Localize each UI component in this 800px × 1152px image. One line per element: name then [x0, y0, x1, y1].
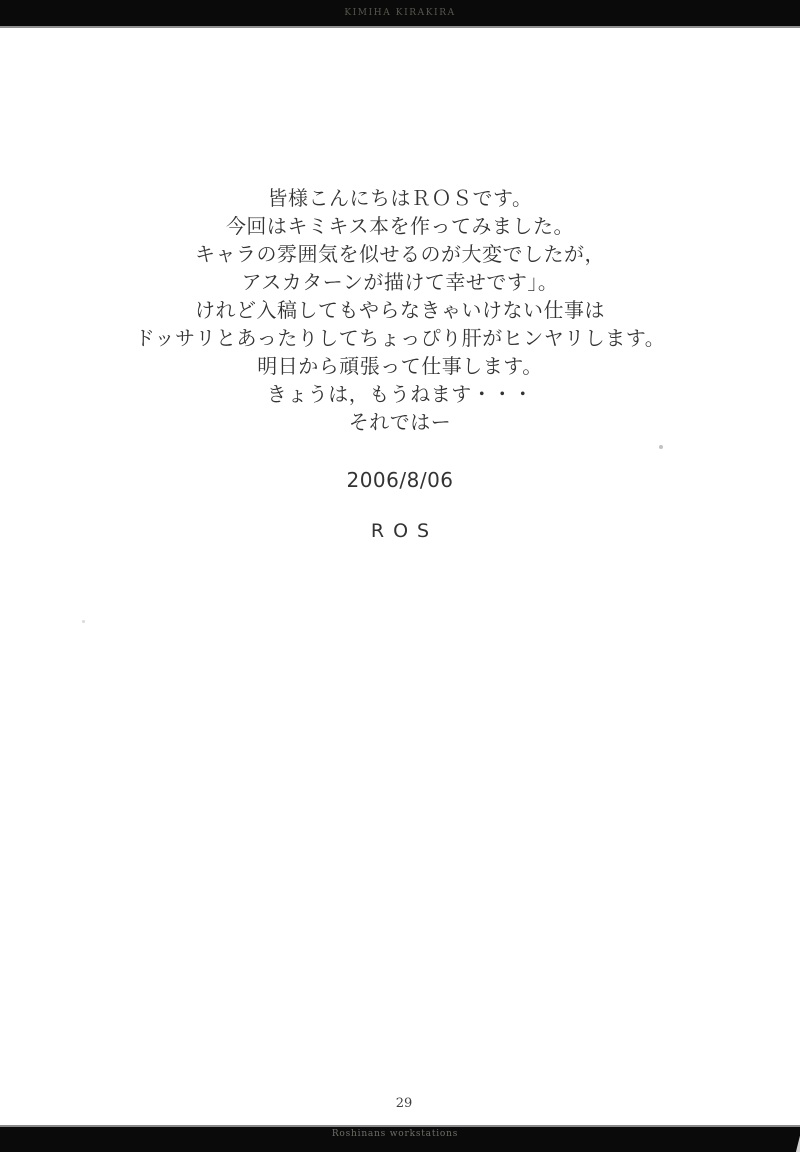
- book-title-text: KIMIHA KIRAKIRA: [344, 8, 456, 18]
- afterword-line: ドッサリとあったりしてちょっぴり肝がヒンヤリします。: [134, 326, 666, 350]
- afterword-line: キャラの雰囲気を似せるのが大変でしたが，: [195, 242, 605, 266]
- afterword-line: きょうは，もうねます・・・: [266, 382, 534, 406]
- afterword-line: それではー: [348, 410, 452, 434]
- afterword-line: 明日から頑張って仕事します。: [257, 354, 543, 378]
- afterword-date: 2006/8/06: [346, 468, 454, 492]
- top-title-band: [0, 0, 800, 28]
- circle-credit-text: Roshinans workstations: [331, 1129, 459, 1139]
- afterword-line: けれど入稿してもやらなきゃいけない仕事は: [195, 298, 605, 322]
- scan-notch-artifact: [794, 1129, 800, 1152]
- bottom-credit-band: [0, 1125, 800, 1152]
- afterword-text-block: [0, 184, 800, 436]
- scan-speck: [659, 445, 663, 449]
- afterword-line: 今回はキミキス本を作ってみました。: [225, 214, 575, 238]
- scan-speck: [82, 620, 85, 623]
- afterword-line: アスカターンが描けて幸せです」。: [241, 270, 559, 294]
- author-signature: ROS: [370, 520, 439, 542]
- page-number: 29: [395, 1096, 413, 1111]
- afterword-line: 皆様こんにちはＲＯＳです。: [267, 186, 533, 210]
